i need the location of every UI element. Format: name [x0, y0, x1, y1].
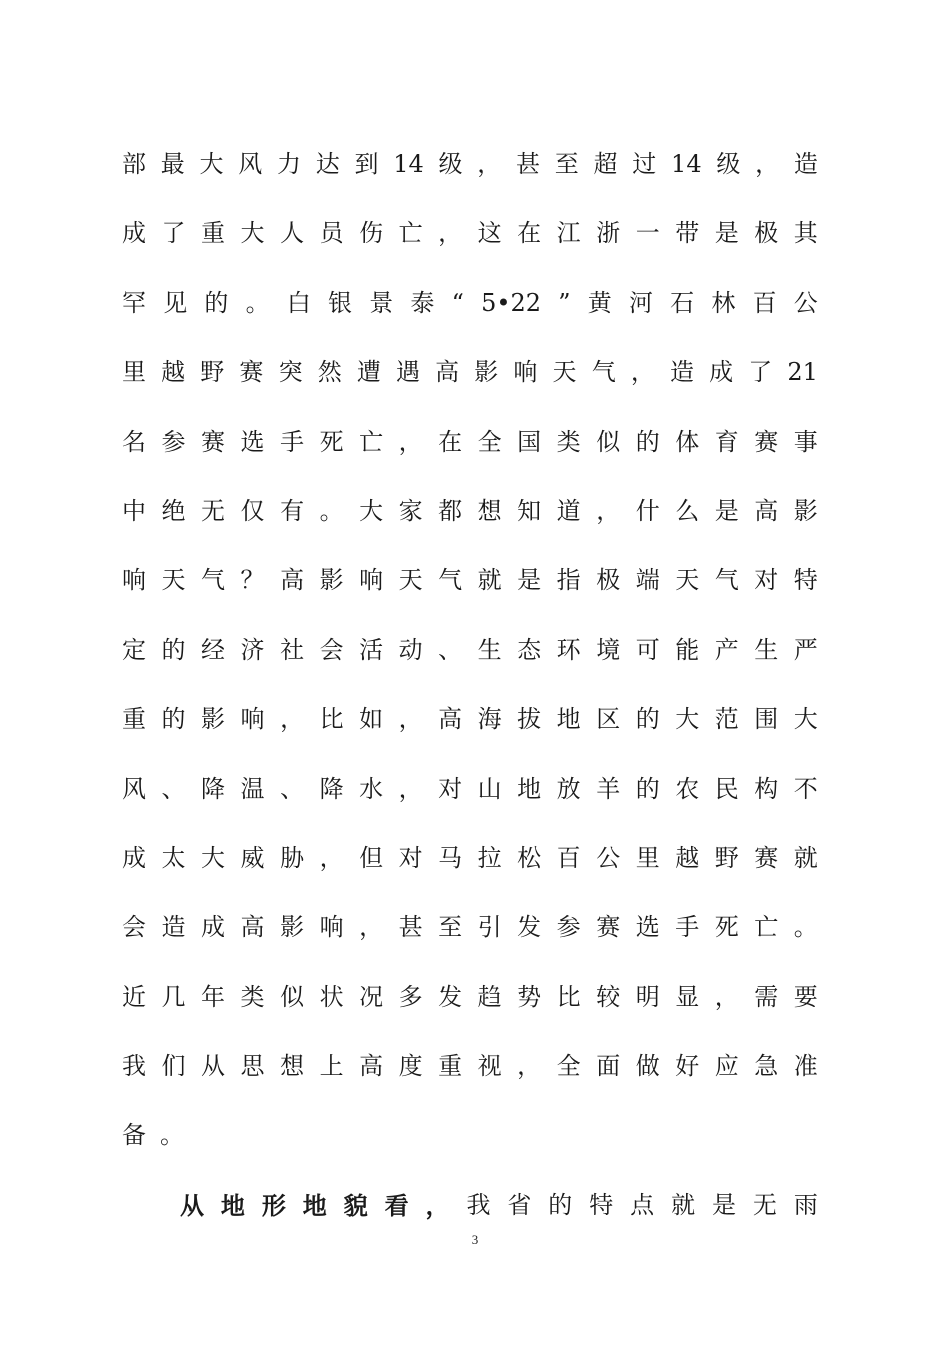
paragraph-line: 罕 见 的 。 白 银 景 泰 “ 5•22 ” 黄 河 石 林 百 公	[122, 288, 818, 317]
paragraph-line: 成 太 大 威 胁 ， 但 对 马 拉 松 百 公 里 越 野 赛 就	[122, 843, 818, 872]
page-number: 3	[471, 1232, 479, 1247]
paragraph-line: 中 绝 无 仅 有 。 大 家 都 想 知 道 ， 什 么 是 高 影	[122, 496, 818, 525]
paragraph-line: 成 了 重 大 人 员 伤 亡 ， 这 在 江 浙 一 带 是 极 其	[122, 219, 818, 248]
paragraph-line: 会 造 成 高 影 响 ， 甚 至 引 发 参 赛 选 手 死 亡 。	[122, 913, 818, 942]
paragraph-line: 里 越 野 赛 突 然 遭 遇 高 影 响 天 气 ， 造 成 了 21	[122, 358, 818, 387]
section-lead-line: 从 地 形 地 貌 看 ， 我 省 的 特 点 就 是 无 雨	[180, 1190, 818, 1220]
paragraph-line: 响 天 气 ？ 高 影 响 天 气 就 是 指 极 端 天 气 对 特	[122, 566, 818, 595]
paragraph-line: 风 、 降 温 、 降 水 ， 对 山 地 放 羊 的 农 民 构 不	[122, 774, 818, 803]
paragraph-line: 近 几 年 类 似 状 况 多 发 趋 势 比 较 明 显 ， 需 要	[122, 982, 818, 1011]
paragraph-line: 定 的 经 济 社 会 活 动 、 生 态 环 境 可 能 产 生 严	[122, 635, 818, 664]
paragraph-line: 重 的 影 响 ， 比 如 ， 高 海 拔 地 区 的 大 范 围 大	[122, 705, 818, 734]
paragraph-line: 名 参 赛 选 手 死 亡 ， 在 全 国 类 似 的 体 育 赛 事	[122, 427, 818, 456]
body-text	[122, 130, 818, 1240]
paragraph-line: 备 。	[122, 1121, 184, 1150]
paragraph-line: 我 们 从 思 想 上 高 度 重 视 ， 全 面 做 好 应 急 准	[122, 1052, 818, 1081]
paragraph-line: 部 最 大 风 力 达 到 14 级 ， 甚 至 超 过 14 级 ， 造	[122, 150, 818, 178]
